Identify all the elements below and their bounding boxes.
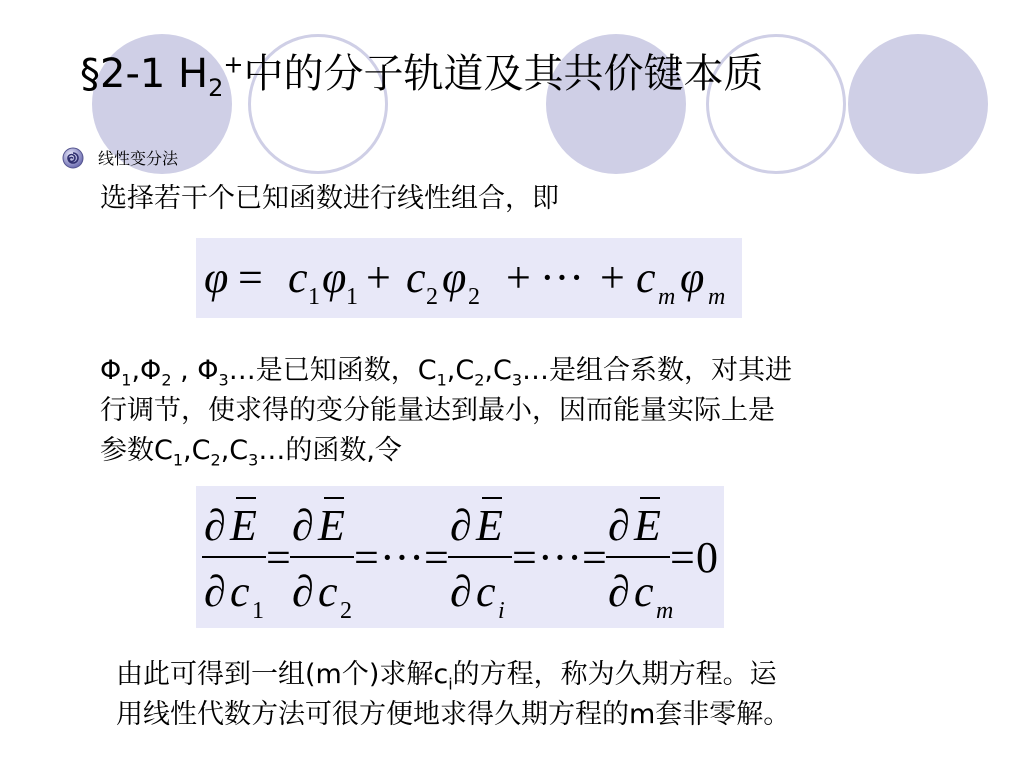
eq1-phi1: φ [322,253,347,302]
eq1-lhs-phi: φ [204,253,229,302]
eq1-equals: = [238,253,263,302]
eq2-num-d-2: ∂ [292,501,314,550]
conclusion-line-1: 由此可得到一组(m个)求解$c_i$的方程，称为久期方程。运 [116,659,777,694]
eq1-sub-mb: m [708,284,726,310]
eq2-sub-m: m [656,598,674,624]
eq2-e-1: E [230,501,257,550]
eq2-c-1: c [230,567,250,616]
eq2-equals-2: = [354,533,379,582]
eq2-sub-2: 2 [340,598,352,624]
eq1-sub-2b: 2 [468,284,480,310]
eq2-equals-5: = [582,533,607,582]
page-title [80,42,764,102]
eq2-zero: 0 [696,533,718,582]
eq2-num-d-1: ∂ [204,501,226,550]
title-number: 2-1 H [100,51,209,97]
equation-linear-combination [196,238,742,318]
conclusion-line-2: 用线性代数方法可很方便地求得久期方程的m套非零解。 [116,699,791,730]
title-text: 中的分子轨道及其共价键本质 [243,51,764,97]
eq2-equals-6: = [670,533,695,582]
eq2-e-3: E [476,501,503,550]
eq2-sub-i: i [498,598,505,624]
title-subscript: 2 [208,74,224,102]
eq2-num-d-3: ∂ [450,501,472,550]
bullet-title: 线性变分法 [98,149,179,168]
eq1-phim: φ [680,253,705,302]
swirl-bullet-icon [62,147,84,169]
equation-partial-derivatives [196,486,724,628]
eq2-c-4: c [634,567,654,616]
eq2-den-d-4: ∂ [608,567,630,616]
eq1-sub-1a: 1 [308,284,320,310]
eq1-cm: c [636,253,656,302]
title-superscript: + [223,50,244,79]
eq2-c-2: c [318,567,338,616]
eq1-plus-1: + [366,253,391,302]
eq1-c1: c [288,253,308,302]
eq1-c2: c [406,253,426,302]
eq1-sub-2a: 2 [426,284,438,310]
eq2-den-d-2: ∂ [292,567,314,616]
eq2-den-d-1: ∂ [204,567,226,616]
eq2-e-2: E [318,501,345,550]
paragraph-explanation-line-1: $\Phi_1,\Phi_2$ , $\Phi_3\dots$是已知函数，$C_1,C_2,C_3\dots$是组合系数，对其进 [100,355,793,390]
title-section-sign: § [80,51,100,97]
eq2-sub-1: 1 [252,598,264,624]
equation-partial-derivatives-graphic [196,486,724,628]
eq1-plus-2: + [506,253,531,302]
eq1-plus-3: + [600,253,625,302]
paragraph-explanation-line-3: 参数$C_1,C_2,C_3\dots$的函数,令 [100,435,402,470]
eq2-equals-4: = [512,533,537,582]
eq2-c-3: c [476,567,496,616]
eq2-num-d-4: ∂ [608,501,630,550]
equation-linear-combination-graphic [196,238,742,318]
eq2-equals-1: = [266,533,291,582]
eq2-den-d-3: ∂ [450,567,472,616]
eq1-sub-ma: m [658,284,676,310]
eq2-dots-2: ··· [538,533,582,582]
eq1-dots: ··· [540,253,584,302]
eq1-phi2: φ [442,253,467,302]
eq2-dots-1: ··· [380,533,424,582]
eq2-e-4: E [634,501,661,550]
eq2-equals-3: = [424,533,449,582]
decor-circle-5 [848,34,988,174]
intro-text: 选择若干个已知函数进行线性组合，即 [100,183,559,214]
paragraph-explanation-line-2: 行调节，使求得的变分能量达到最小，因而能量实际上是 [100,395,775,426]
eq1-sub-1b: 1 [346,284,358,310]
bullet-row [62,146,178,169]
